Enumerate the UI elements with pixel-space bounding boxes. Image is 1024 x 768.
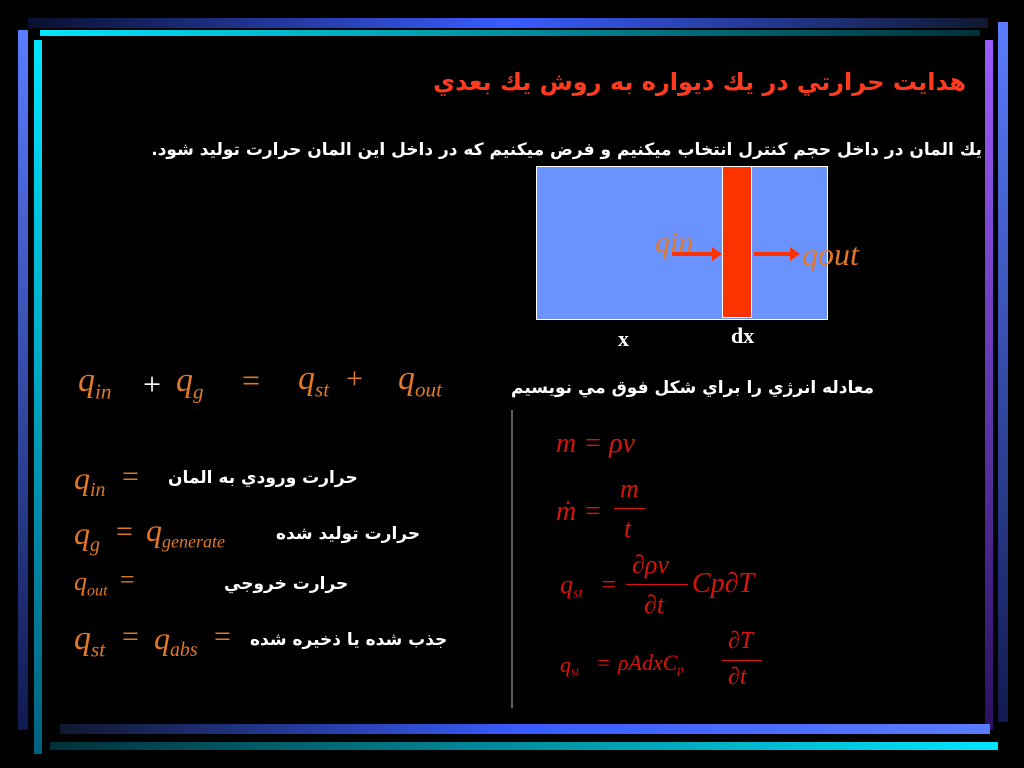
formula-qst1-den: ∂t — [644, 590, 665, 619]
formula-mass: m = ρv — [556, 428, 635, 459]
def-q-out-text: حرارت خروجي — [224, 574, 349, 594]
eq-q-out: $q_{out}$ — [398, 360, 442, 402]
formula-qst1-num: ∂ρv — [632, 550, 669, 579]
def-q-out-equals: = — [120, 565, 135, 594]
def-q-out: $q_{out}$ — [74, 567, 108, 600]
energy-equation-caption: معادله انرژي را براي شكل فوق مي نويسيم — [511, 378, 874, 398]
def-q-generate: $q_{generate}$ — [146, 512, 225, 552]
eq-plus-1: + — [143, 366, 162, 402]
def-q-abs-equals: = — [214, 620, 231, 653]
def-q-g-text: حرارت توليد شده — [276, 524, 421, 544]
formula-qst2-num: ∂T — [728, 628, 754, 654]
formula-qst1-lhs: $q_{st}$ — [560, 570, 583, 602]
formula-mdot-fraction-bar — [614, 508, 646, 509]
dx-label: dx — [731, 323, 755, 348]
formula-qst2-eq: = — [596, 650, 611, 675]
formula-qst2-fraction-bar — [722, 660, 762, 661]
formula-mdot-num: m — [620, 474, 639, 503]
x-label: x — [618, 326, 629, 351]
arrow-out-icon — [754, 247, 800, 261]
formula-qst1-eq: = — [600, 570, 618, 599]
def-q-g: $q_g$ — [74, 515, 100, 556]
eq-q-g: $q_g$ — [176, 362, 204, 404]
formula-qst2-lhs: $q_{st}$ — [560, 652, 580, 679]
eq-q-st: $q_{st}$ — [298, 360, 330, 402]
formula-qst2-den: ∂t — [728, 664, 747, 690]
eq-q-in: $q_{in}$ — [78, 362, 112, 404]
def-q-abs: $q_{abs}$ — [154, 620, 198, 661]
def-q-in-text: حرارت ورودي به المان — [168, 468, 358, 488]
def-q-in: $q_{in}$ — [74, 460, 106, 501]
eq-plus-2: + — [346, 362, 363, 395]
formula-qst1-tail: Cp∂T — [692, 568, 755, 599]
def-q-in-equals: = — [122, 460, 139, 493]
formula-qst1-fraction-bar — [626, 584, 688, 585]
eq-equals: = — [242, 362, 261, 398]
def-q-g-equals: = — [116, 515, 133, 548]
slide-description: يك المان در داخل حجم كنترل انتخاب ميكنيم و فرض ميكنيم كه در داخل اين المان حرارت توليد شود. — [151, 140, 982, 160]
q-out-label: qout — [802, 236, 859, 272]
def-q-st: $q_{st}$ — [74, 620, 106, 662]
slide-title: هدايت حرارتي در يك ديواره به روش يك بعدي — [433, 68, 966, 96]
def-q-st-text: جذب شده يا ذخيره شده — [250, 630, 448, 650]
q-in-label: qin — [655, 226, 694, 259]
formula-mdot-lhs: ṁ = — [556, 496, 603, 527]
def-q-st-equals: = — [122, 620, 139, 653]
formula-qst2-mid: ρAdxC$_p$ — [618, 650, 684, 677]
formula-mdot-den: t — [624, 514, 632, 543]
